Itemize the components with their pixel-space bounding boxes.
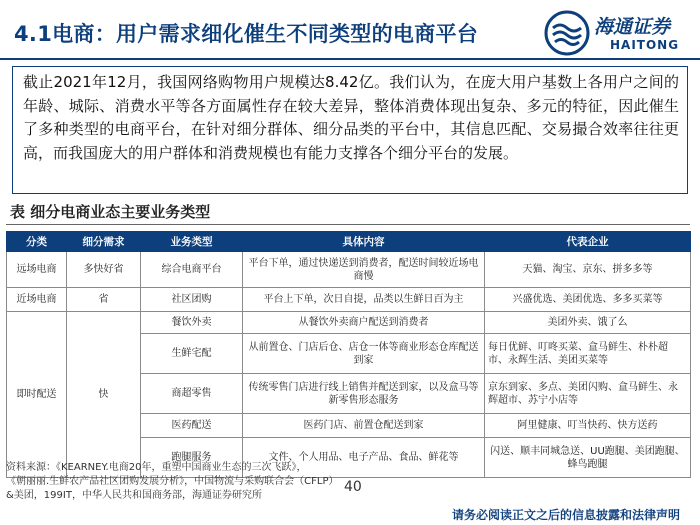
- cell-type: 餐饮外卖: [141, 312, 243, 334]
- cell-need: 省: [67, 288, 141, 312]
- header-category: 分类: [7, 232, 67, 252]
- cell-companies: 兴盛优选、美团优选、多多买菜等: [485, 288, 691, 312]
- header-companies: 代表企业: [485, 232, 691, 252]
- disclaimer: 请务必阅读正文之后的信息披露和法律声明: [452, 508, 681, 522]
- cell-companies: 阿里健康、叮当快药、快方送药: [485, 414, 691, 438]
- cell-type: 社区团购: [141, 288, 243, 312]
- cell-need: 快: [67, 312, 141, 478]
- table-row: [7, 252, 691, 288]
- cell-content: 文件、个人用品、电子产品、食品、鲜花等: [243, 438, 485, 478]
- table-header-row: [7, 232, 691, 252]
- page-title: 4.1电商：用户需求细化催生不同类型的电商平台: [14, 22, 479, 46]
- haitong-logo-icon: [544, 10, 590, 56]
- title-bar: [0, 10, 540, 54]
- header-rule: [0, 58, 700, 60]
- cell-companies: 闪送、顺丰同城急送、UU跑腿、美团跑腿、蜂鸟跑腿: [485, 438, 691, 478]
- table-title-rule: [6, 224, 690, 225]
- table-row: [7, 288, 691, 312]
- logo-chinese-name: 海通证券: [594, 16, 671, 38]
- cell-content: 平台下单，通过快递送到消费者，配送时间较近场电商慢: [243, 252, 485, 288]
- table-title: 表 细分电商业态主要业务类型: [10, 203, 211, 221]
- cell-type: 综合电商平台: [141, 252, 243, 288]
- source-note: [6, 461, 646, 503]
- cell-content: 传统零售门店进行线上销售并配送到家，以及盒马等新零售形态服务: [243, 374, 485, 414]
- cell-need: 多快好省: [67, 252, 141, 288]
- cell-category: 即时配送: [7, 312, 67, 478]
- source-line: 资料来源：《KEARNEY.电商20年，重塑中国商业生态的三次飞跃》，: [6, 462, 307, 473]
- header-need: 细分需求: [67, 232, 141, 252]
- cell-companies: 天猫、淘宝、京东、拼多多等: [485, 252, 691, 288]
- cell-type: 跑腿服务: [141, 438, 243, 478]
- cell-companies: 京东到家、多点、美团闪购、盒马鲜生、永辉超市、苏宁小店等: [485, 374, 691, 414]
- intro-paragraph: 截止2021年12月，我国网络购物用户规模达8.42亿。我们认为，在庞大用户基数上各用户之间的年龄、城际、消费水平等各方面属性存在较大差异，整体消费体现出复杂、多元的特征，因此催生了多种类型的电商平台，在针对细分群体、细分品类的平台中，其信息匹配、交易撮合效率往往更高，而我国庞大的用户群体和消费规模也有能力支撑各个细分平台的发展。: [23, 73, 679, 162]
- cell-companies: 美团外卖、饿了么: [485, 312, 691, 334]
- cell-type: 生鲜宅配: [141, 334, 243, 374]
- table-row: [7, 312, 691, 334]
- business-type-table: [6, 231, 691, 478]
- cell-content: 从餐饮外卖商户配送到消费者: [243, 312, 485, 334]
- source-line: 《朝丽丽.生鲜农产品社区团购发展分析》，中国物流与采购联合会（CFLP）: [6, 476, 339, 487]
- cell-category: 近场电商: [7, 288, 67, 312]
- cell-companies: 每日优鲜、叮咚买菜、盒马鲜生、朴朴超市、永辉生活、美团买菜等: [485, 334, 691, 374]
- source-line: &美团，199IT，中华人民共和国商务部，海通证券研究所: [6, 490, 262, 501]
- cell-category: 远场电商: [7, 252, 67, 288]
- cell-content: 医药门店、前置仓配送到家: [243, 414, 485, 438]
- page-number: 40: [344, 479, 362, 495]
- cell-type: 医药配送: [141, 414, 243, 438]
- header-content: 具体内容: [243, 232, 485, 252]
- intro-box: [12, 66, 688, 194]
- logo-english-name: HAITONG: [610, 38, 680, 52]
- header-type: 业务类型: [141, 232, 243, 252]
- haitong-logo: [542, 8, 692, 58]
- cell-type: 商超零售: [141, 374, 243, 414]
- cell-content: 从前置仓、门店后仓、店仓一体等商业形态仓库配送到家: [243, 334, 485, 374]
- cell-content: 平台上下单，次日自提，品类以生鲜日百为主: [243, 288, 485, 312]
